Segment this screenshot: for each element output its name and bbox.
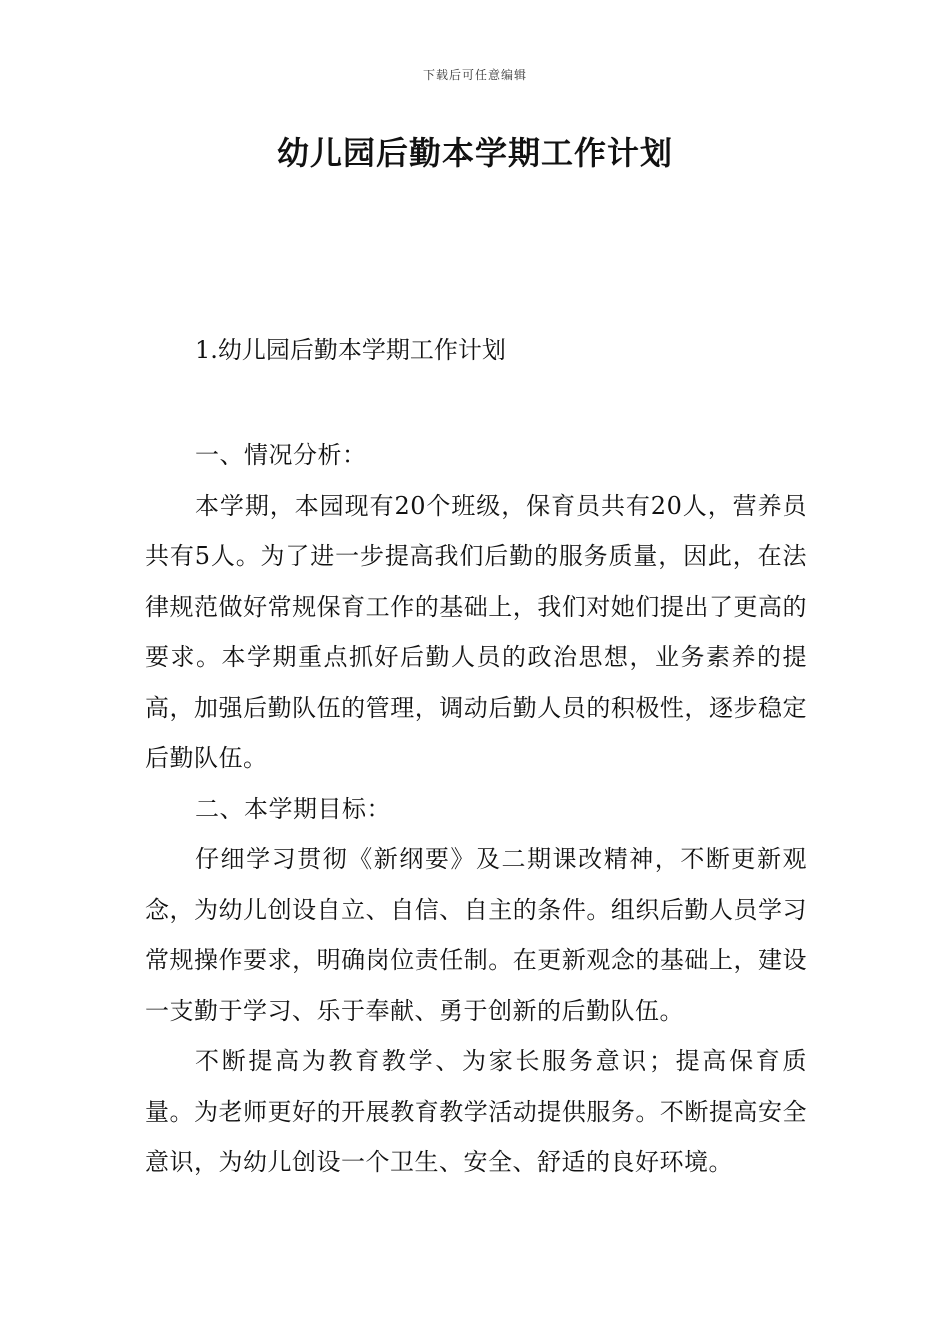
paragraph-goals: 仔细学习贯彻《新纲要》及二期课改精神，不断更新观念，为幼儿创设自立、自信、自主的条件。组织后勤人员学习常规操作要求，明确岗位责任制。在更新观念的基础上，建设一支勤于学习、乐于奉献、勇于创新的后勤队伍。	[145, 845, 807, 1025]
document-title: 幼儿园后勤本学期工作计划	[276, 134, 673, 172]
body-text	[145, 430, 807, 1188]
paragraph-service: 不断提高为教育教学、为家长服务意识；提高保育质量。为老师更好的开展教育教学活动提供服务。不断提高安全意识，为幼儿创设一个卫生、安全、舒适的良好环境。	[145, 1047, 807, 1176]
paragraph-situation: 本学期，本园现有20个班级，保育员共有20人，营养员共有5人。为了进一步提高我们后勤的服务质量，因此，在法律规范做好常规保育工作的基础上，我们对她们提出了更高的要求。本学期重点抓好后勤人员的政治思想，业务素养的提高，加强后勤队伍的管理，调动后勤人员的积极性，逐步稳定后勤队伍。	[145, 491, 807, 772]
header-note: 下载后可任意编辑	[422, 68, 527, 82]
section-heading: 1.幼儿园后勤本学期工作计划	[195, 336, 506, 364]
subheading-situation-analysis: 一、情况分析：	[195, 441, 367, 469]
subheading-semester-goals: 二、本学期目标：	[195, 794, 391, 823]
